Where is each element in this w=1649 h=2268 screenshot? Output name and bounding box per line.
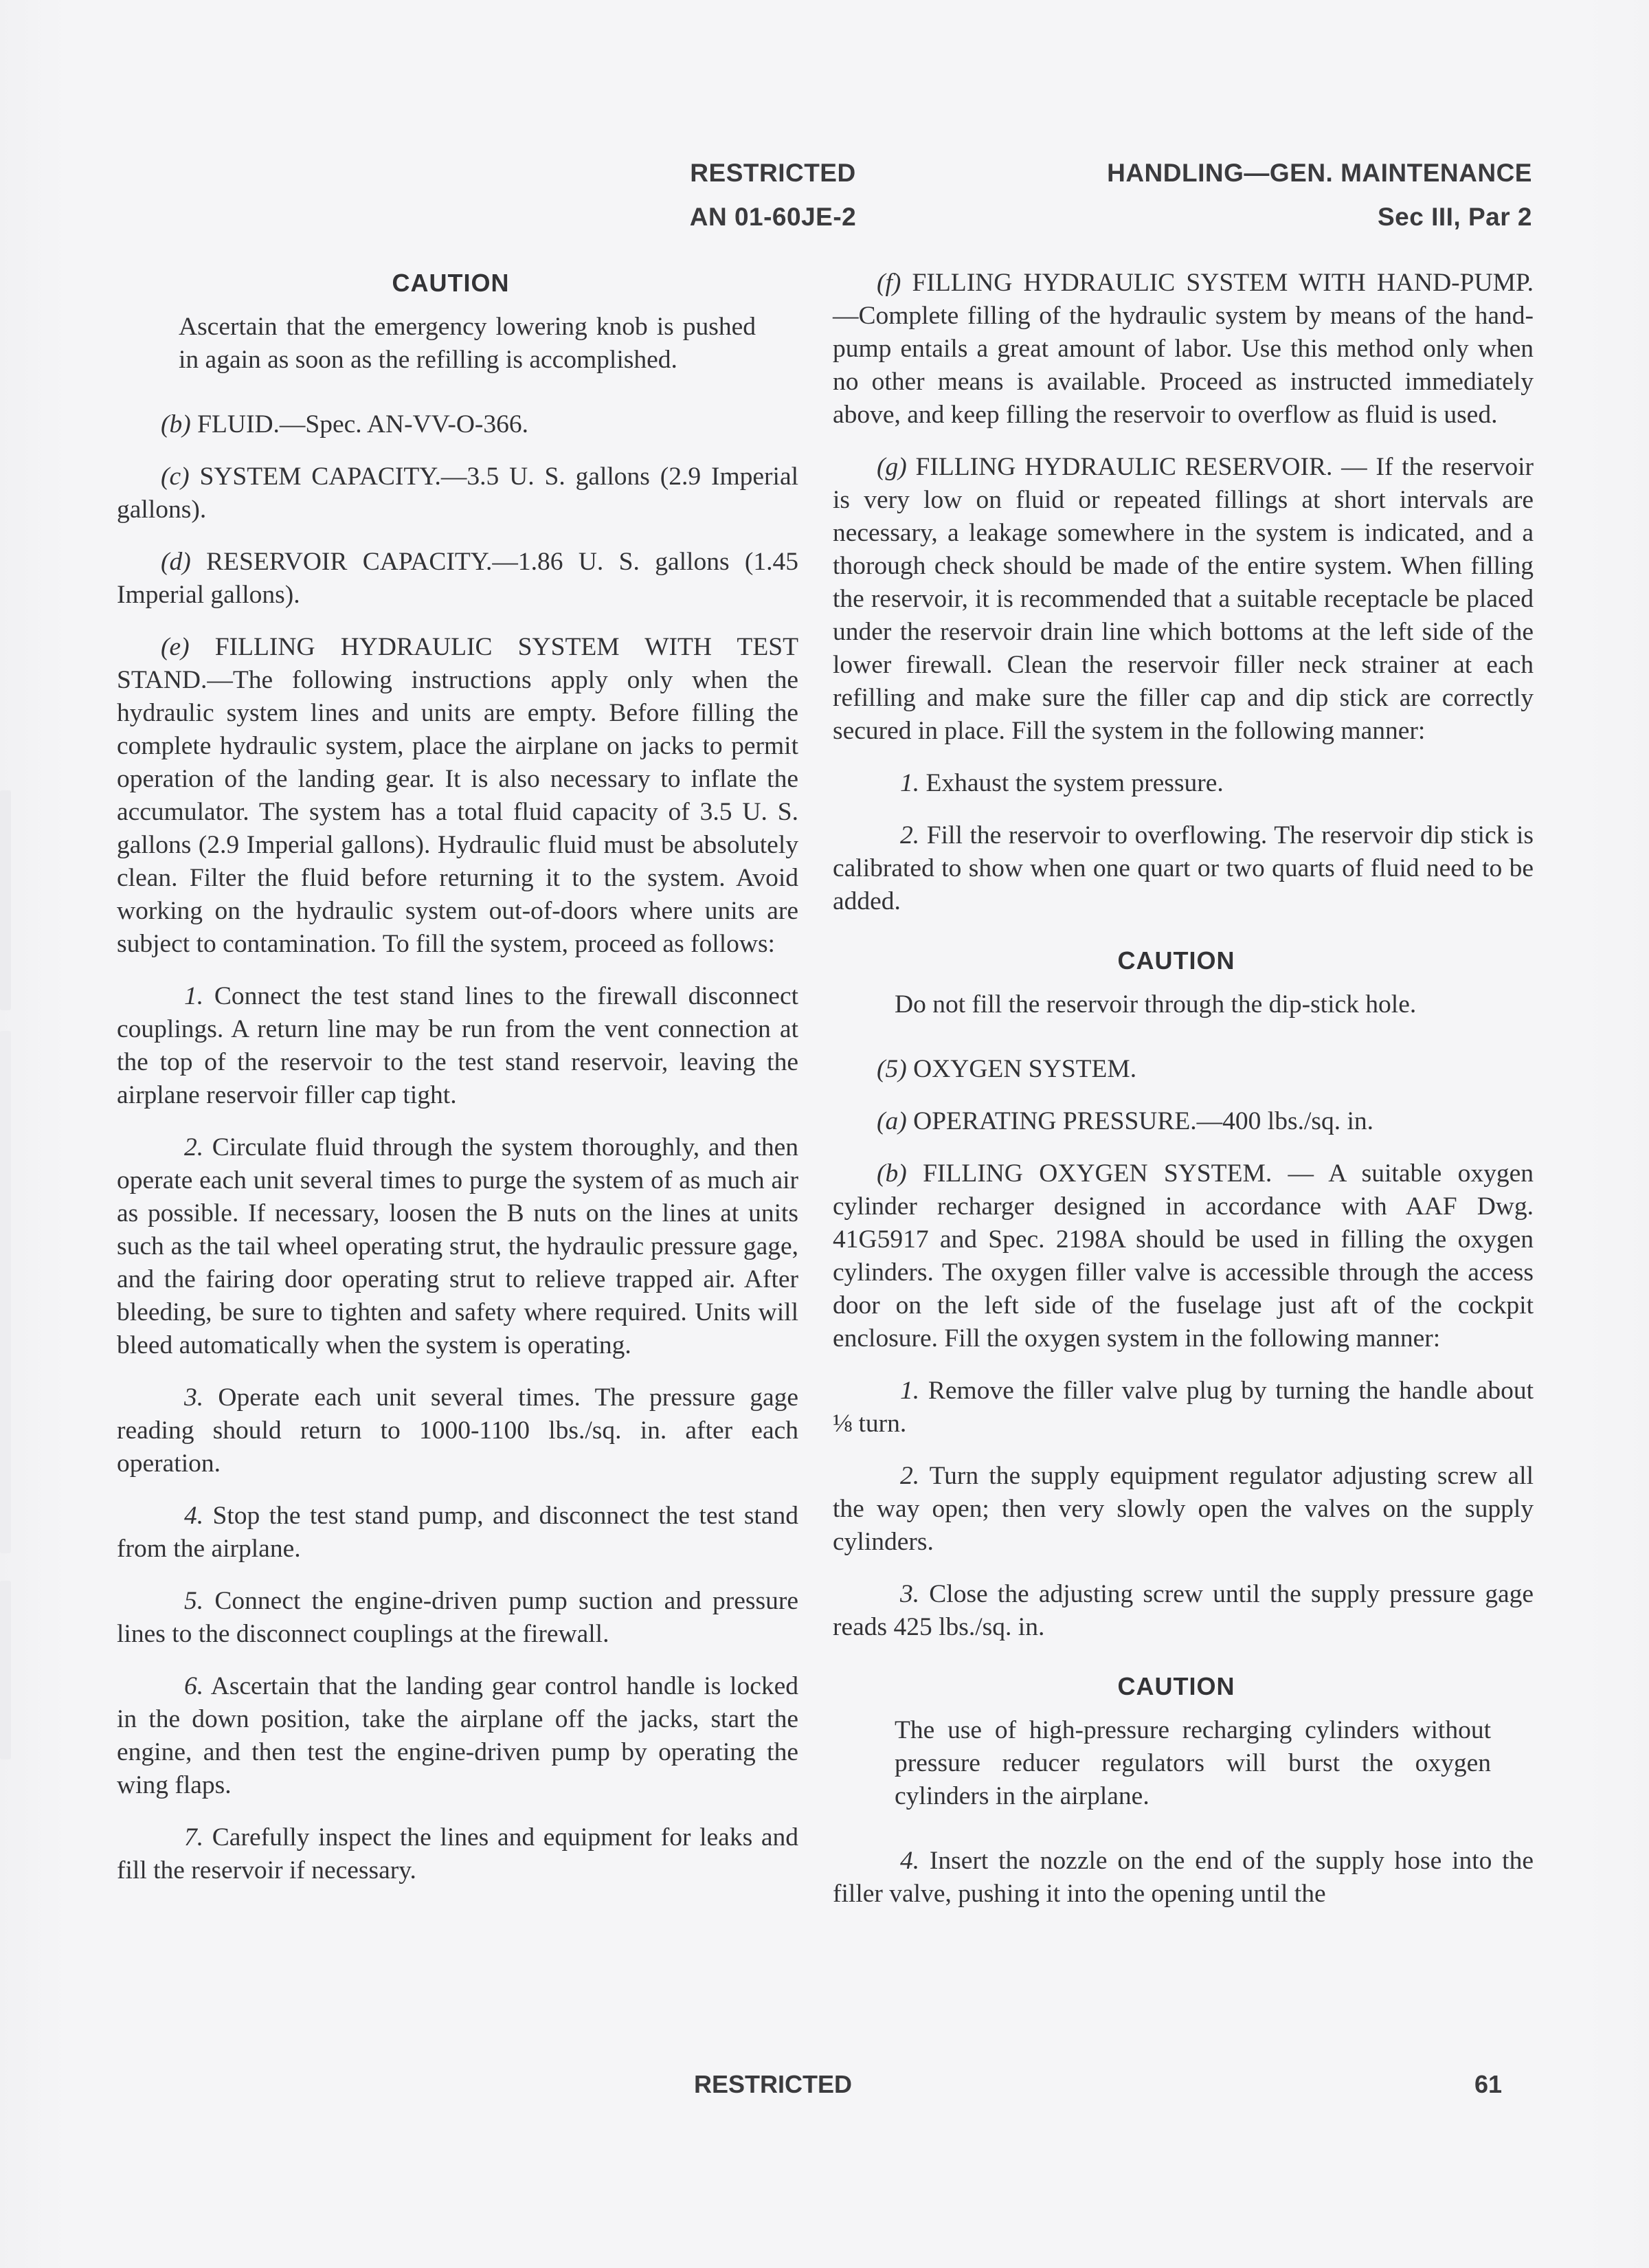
- step-text: Exhaust the system pressure.: [926, 769, 1224, 797]
- right-column: [833, 267, 1534, 1930]
- header-section-ref: Sec III, Par 2: [1377, 203, 1532, 231]
- step-1-connect-test-stand: [117, 980, 798, 1112]
- step-text: Connect the test stand lines to the firewall disconnect couplings. A return line may be run from the vent connection at the top of the reservoir to the test stand reservoir, leaving the airplane reservoir filler cap tight.: [117, 982, 799, 1109]
- step-number: 5.: [184, 1587, 204, 1615]
- paragraph-label: (b): [877, 1159, 907, 1188]
- paragraph-d-reservoir-capacity: [117, 546, 798, 612]
- step-text: Connect the engine-driven pump suction and pressure lines to the disconnect couplings at the firewall.: [117, 1587, 799, 1648]
- paragraph-label: (g): [877, 453, 907, 481]
- paragraph-label: (c): [161, 463, 190, 491]
- step-4-stop-pump: [117, 1500, 798, 1566]
- paragraph-text: FILLING HYDRAULIC RESERVOIR. — If the reservoir is very low on fluid or repeated fillings at short intervals are necessary, a leakage somewhere in the system is indicated, and a thorough check should be made of the entire system. When filling the reservoir, it is recommended that a suitable receptacle be placed under the reservoir drain line which bottoms at the left side of the lower firewall. Clean the reservoir filler neck strainer at each refilling and make sure the filler cap and dip stick are correctly secured in place. Fill the system in the following manner:: [833, 453, 1534, 745]
- caution-text: Ascertain that the emergency lowering knob is pushed in again as soon as the refilling is accomplished.: [179, 313, 756, 374]
- paragraph-text: OPERATING PRESSURE.—400 lbs./sq. in.: [913, 1107, 1374, 1135]
- step-text: Operate each unit several times. The pressure gage reading should return to 1000-1100 lbs./sq. in. after each operation.: [117, 1383, 799, 1478]
- step-number: 1.: [184, 982, 204, 1010]
- caution-block-dip-stick: [833, 944, 1534, 1021]
- step-3-close-adjusting-screw: [833, 1578, 1534, 1644]
- paragraph-text: FILLING OXYGEN SYSTEM. — A suitable oxygen cylinder recharger designed in accordance with AAF Dwg. 41G5917 and Spec. 2198A should be used in filling the oxygen cylinders. The oxygen filler valve is accessible through the access door on the left side of the fuselage just aft of the cockpit enclosure. Fill the oxygen system in the following manner:: [833, 1159, 1534, 1353]
- heading-5-oxygen-system: [833, 1053, 1534, 1086]
- paragraph-label: (5): [877, 1055, 907, 1083]
- step-7-inspect-lines: [117, 1821, 798, 1887]
- step-5-connect-engine-pump: [117, 1585, 798, 1651]
- step-text: Carefully inspect the lines and equipment for leaks and fill the reservoir if necessary.: [117, 1823, 798, 1885]
- step-6-landing-gear-handle: [117, 1670, 798, 1802]
- header-right-block: [1107, 151, 1532, 239]
- step-text: Ascertain that the landing gear control handle is locked in the down position, take the airplane off the jacks, start the engine, and then test the engine-driven pump by operating the wing flaps.: [117, 1672, 798, 1799]
- step-number: 7.: [184, 1823, 204, 1852]
- paragraph-c-system-capacity: [117, 460, 798, 526]
- paragraph-text: FLUID.—Spec. AN-VV-O-366.: [197, 410, 529, 438]
- step-2-circulate-fluid: [117, 1131, 798, 1362]
- step-number: 3.: [184, 1383, 204, 1412]
- header-classification: RESTRICTED: [690, 159, 856, 187]
- scan-artifact: [0, 1581, 11, 1759]
- step-number: 1.: [900, 769, 920, 797]
- step-1-remove-filler-plug: [833, 1375, 1534, 1441]
- step-number: 2.: [184, 1133, 204, 1161]
- caution-heading: CAUTION: [1117, 1672, 1235, 1700]
- scan-artifact: [0, 1031, 11, 1553]
- paragraph-text: OXYGEN SYSTEM.: [913, 1055, 1137, 1083]
- paragraph-label: (e): [161, 633, 190, 661]
- header-left-block: [639, 151, 907, 239]
- footer-page-number: 61: [1474, 2070, 1502, 2098]
- caution-heading: CAUTION: [392, 269, 510, 297]
- step-number: 4.: [184, 1502, 204, 1530]
- step-number: 2.: [900, 821, 920, 849]
- step-text: Fill the reservoir to overflowing. The reservoir dip stick is calibrated to show when one quart or two quarts of fluid need to be added.: [833, 821, 1534, 915]
- paragraph-g-filling-reservoir: [833, 451, 1534, 748]
- step-text: Turn the supply equipment regulator adjusting screw all the way open; then very slowly open the valves on the supply cylinders.: [833, 1462, 1534, 1556]
- step-number: 6.: [184, 1672, 204, 1700]
- paragraph-text: SYSTEM CAPACITY.—3.5 U. S. gallons (2.9 Imperial gallons).: [117, 463, 799, 524]
- step-2-fill-reservoir: [833, 819, 1534, 918]
- step-text: Stop the test stand pump, and disconnect the test stand from the airplane.: [117, 1502, 798, 1563]
- footer-classification: RESTRICTED: [693, 2070, 852, 2098]
- scan-artifact: [0, 790, 11, 1010]
- step-number: 3.: [900, 1580, 920, 1608]
- caution-block-recharging-cylinders: [833, 1670, 1534, 1813]
- paragraph-label: (d): [161, 548, 191, 576]
- caution-block-emergency-knob: [117, 267, 798, 377]
- paragraph-label: (a): [877, 1107, 907, 1135]
- step-text: Close the adjusting screw until the supply pressure gage reads 425 lbs./sq. in.: [833, 1580, 1534, 1641]
- header-doc-number: AN 01-60JE-2: [689, 203, 857, 231]
- left-column: [117, 267, 798, 1930]
- caution-heading: CAUTION: [1117, 946, 1235, 975]
- step-2-regulator-screw: [833, 1460, 1534, 1559]
- step-text: Insert the nozzle on the end of the supply hose into the filler valve, pushing it into the opening until the: [833, 1847, 1534, 1908]
- step-text: Remove the filler valve plug by turning the handle about ⅛ turn.: [833, 1377, 1534, 1438]
- paragraph-e-filling-test-stand: [117, 631, 798, 961]
- paragraph-text: FILLING HYDRAULIC SYSTEM WITH HAND-PUMP.—Complete filling of the hydraulic system by means of the hand-pump entails a great amount of labor. Use this method only when no other means is available. Proceed as instructed immediately above, and keep filling the reservoir to overflow as fluid is used.: [833, 269, 1534, 429]
- step-number: 4.: [900, 1847, 920, 1875]
- caution-text: Do not fill the reservoir through the dip-stick hole.: [895, 990, 1417, 1019]
- paragraph-text: FILLING HYDRAULIC SYSTEM WITH TEST STAND.—The following instructions apply only when the hydraulic system lines and units are empty. Before filling the complete hydraulic system, place the airplane on jacks to permit operation of the landing gear. It is also necessary to inflate the accumulator. The system has a total fluid capacity of 3.5 U. S. gallons (2.9 Imperial gallons). Hydraulic fluid must be absolutely clean. Filter the fluid before returning it to the system. Avoid working on the hydraulic system out-of-doors where units are subject to contamination. To fill the system, proceed as follows:: [117, 633, 798, 958]
- header-section-title: HANDLING—GEN. MAINTENANCE: [1107, 159, 1532, 187]
- step-number: 2.: [900, 1462, 920, 1490]
- step-4-insert-nozzle: [833, 1845, 1534, 1911]
- paragraph-a-operating-pressure: [833, 1105, 1534, 1138]
- step-3-operate-units: [117, 1381, 798, 1480]
- step-number: 1.: [900, 1377, 920, 1405]
- paragraph-label: (f): [877, 269, 901, 297]
- paragraph-b-filling-oxygen: [833, 1157, 1534, 1355]
- paragraph-label: (b): [161, 410, 191, 438]
- caution-text: The use of high-pressure recharging cylinders without pressure reducer regulators will burst the oxygen cylinders in the airplane.: [895, 1716, 1491, 1810]
- step-1-exhaust-pressure: [833, 767, 1534, 800]
- two-column-text: [117, 267, 1534, 1930]
- paragraph-f-hand-pump: [833, 267, 1534, 432]
- step-text: Circulate fluid through the system thoroughly, and then operate each unit several times to purge the system of as much air as possible. If necessary, loosen the B nuts on the lines at units such as the tail wheel operating strut, the hydraulic pressure gage, and the fairing door operating strut to relieve trapped air. After bleeding, be sure to tighten and safety where required. Units will bleed automatically when the system is operating.: [117, 1133, 798, 1359]
- paragraph-b-fluid: [117, 408, 798, 441]
- paragraph-text: RESERVOIR CAPACITY.—1.86 U. S. gallons (1.45 Imperial gallons).: [117, 548, 798, 609]
